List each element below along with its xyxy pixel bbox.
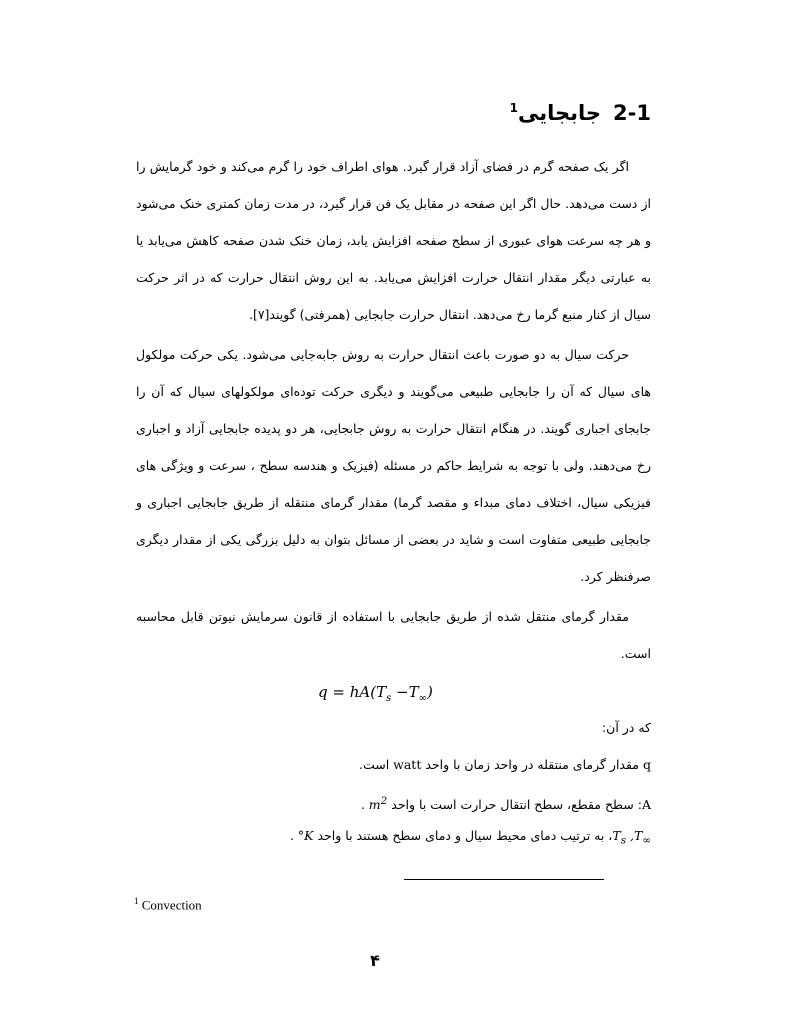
newton-cooling-formula [318,683,433,704]
definition-a [361,795,651,812]
section-title: جابجایی [517,101,602,125]
formula-minus: −T [391,683,419,701]
definition-symbol [612,828,651,847]
formula-lhs: q [318,683,328,701]
definition-t [290,828,651,847]
definition-end: . [289,828,294,843]
symbol-t1: T [612,828,621,843]
definition-end: است. [358,757,390,772]
footnote-ref: 1 [134,896,139,906]
definition-unit: °K [297,828,314,843]
definition-unit: watt [393,757,422,772]
section-number: 2-1 [613,101,651,125]
symbol-sub-inf: ∞ [642,834,651,847]
footnote-marker: 1 [509,101,518,115]
paragraph-3: مقدار گرمای منتقل شده از طریق جابجایی با استفاده از قانون سرمایش نیوتن قابل محاسبه است. [136,609,651,661]
formula-h: hA(T [349,683,387,701]
formula-sub-s: s [386,693,392,704]
definition-text: مقدار گرمای منتقله در واحد زمان با واحد [425,757,639,772]
unit-exponent: 2 [380,795,388,807]
section-heading [510,98,651,128]
formula-equals: = [332,683,345,701]
footnote-text: Convection [141,897,202,913]
formula-sub-inf: ∞ [418,693,427,704]
symbol-sub-s: s [620,834,627,847]
unit-base: m [368,797,381,813]
footnote [134,896,202,913]
symbol-sep: , [626,828,634,843]
definition-text: : سطح مقطع، سطح انتقال حرارت است با واحد [391,797,642,813]
definition-symbol: q [642,757,651,772]
definition-unit [369,797,387,812]
footnote-separator [404,879,604,880]
definition-text: ، به ترتیب دمای محیط سیال و دمای سطح هستند با واحد [317,828,613,843]
paragraph-1: اگر یک صفحه گرم در فضای آزاد قرار گیرد. هوای اطراف خود را گرم می‌کند و خود گرمایش را از دست می‌دهد. حال اگر این صفحه در مقابل یک فن قرار گیرد، در مدت زمان کمتری خنک می‌شود و هر چه سرعت هوای عبوری از سطح صفحه افزایش یابد، زمان خنک شدن صفحه کاهش می‌یابد یا به عبارتی دیگر مقدار انتقال حرارت افزایش می‌یابد. به این روش انتقال حرارت که در اثر حرکت سیال از کنار منبع گرما رخ می‌دهد. انتقال حرارت جابجایی (همرفتی) گویند[۷]. [136,159,651,322]
paragraph-2: حرکت سیال به دو صورت باعث انتقال حرارت به روش جابه‌جایی می‌شود. یکی حرکت مولکول های سیال که آن را جابجایی طبیعی می‌گویند و دیگری حرکت توده‌ای مولکولهای سیال که آن را جابجای اجباری گویند. در هنگام انتقال حرارت به روش جابجایی، هر دو پدیده جابجایی آزاد و اجباری رخ می‌دهند. ولی با توجه به شرایط حاکم در مسئله (فیزیک و هندسه سطح ، سرعت و ویژگی های فیزیکی سیال، اختلاف دمای مبداء و مقصد گرما) مقدار گرمای منتقله از طریق جابجایی اجباری و جابجایی طبیعی متفاوت است و شاید در بعضی از مسائل بتوان به دلیل بزرگی یکی از مقدار دیگری صرفنظر کرد. [136,347,651,584]
where-label: که در آن: [601,720,651,735]
definition-q [359,757,651,772]
definition-end: . [360,797,365,813]
definition-symbol: A [641,797,651,813]
formula-close: ) [426,683,433,701]
symbol-t2: T [633,828,643,843]
page-number: ۴ [370,951,380,970]
